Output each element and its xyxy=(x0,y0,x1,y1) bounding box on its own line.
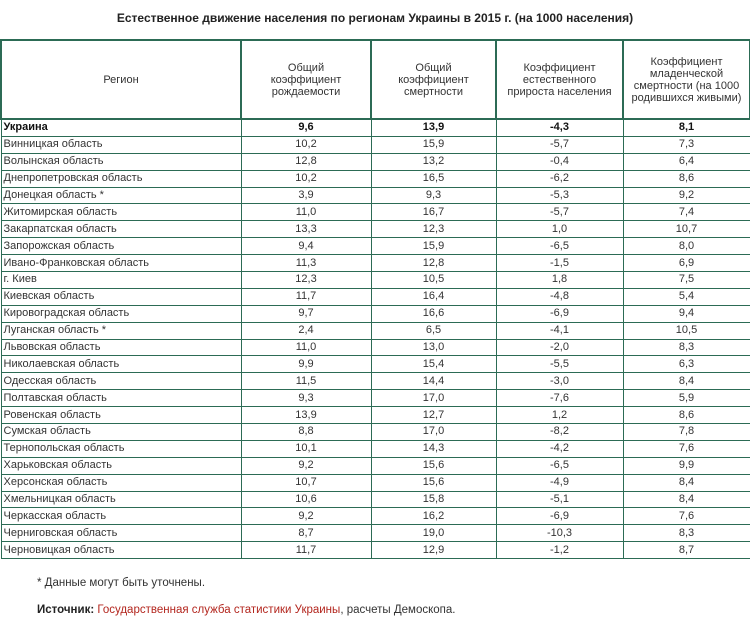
cell-death-rate: 17,0 xyxy=(371,390,496,407)
cell-natural-growth: -1,2 xyxy=(496,542,623,559)
cell-birth-rate: 8,8 xyxy=(241,424,371,441)
cell-natural-growth: -6,9 xyxy=(496,305,623,322)
cell-death-rate: 9,3 xyxy=(371,187,496,204)
cell-death-rate: 15,8 xyxy=(371,491,496,508)
cell-region: Полтавская область xyxy=(1,390,241,407)
source-label: Источник: xyxy=(37,604,95,616)
cell-birth-rate: 12,3 xyxy=(241,272,371,289)
cell-natural-growth: -8,2 xyxy=(496,424,623,441)
cell-region: Луганская область * xyxy=(1,322,241,339)
cell-infant-mortality: 7,6 xyxy=(623,440,750,457)
table-row xyxy=(1,440,750,457)
cell-natural-growth: -1,5 xyxy=(496,255,623,272)
header-row xyxy=(1,40,750,119)
cell-death-rate: 14,4 xyxy=(371,373,496,390)
cell-death-rate: 13,9 xyxy=(371,119,496,136)
cell-death-rate: 10,5 xyxy=(371,272,496,289)
cell-region: Черновицкая область xyxy=(1,542,241,559)
cell-birth-rate: 11,7 xyxy=(241,288,371,305)
cell-death-rate: 12,3 xyxy=(371,221,496,238)
cell-death-rate: 16,5 xyxy=(371,170,496,187)
cell-region: Сумская область xyxy=(1,424,241,441)
cell-infant-mortality: 5,4 xyxy=(623,288,750,305)
statistics-table xyxy=(0,39,750,559)
table-row xyxy=(1,322,750,339)
cell-region: Львовская область xyxy=(1,339,241,356)
cell-birth-rate: 10,1 xyxy=(241,440,371,457)
cell-natural-growth: -4,3 xyxy=(496,119,623,136)
cell-infant-mortality: 7,5 xyxy=(623,272,750,289)
column-header-natural-growth: Коэффициент естественного прироста населения xyxy=(496,40,623,119)
table-row xyxy=(1,238,750,255)
cell-death-rate: 15,4 xyxy=(371,356,496,373)
table-row xyxy=(1,288,750,305)
cell-birth-rate: 9,7 xyxy=(241,305,371,322)
cell-natural-growth: -5,5 xyxy=(496,356,623,373)
cell-death-rate: 14,3 xyxy=(371,440,496,457)
cell-birth-rate: 12,8 xyxy=(241,153,371,170)
cell-death-rate: 15,9 xyxy=(371,238,496,255)
cell-region: Винницкая область xyxy=(1,136,241,153)
table-row xyxy=(1,390,750,407)
cell-death-rate: 15,6 xyxy=(371,457,496,474)
cell-death-rate: 15,6 xyxy=(371,474,496,491)
cell-region: Харьковская область xyxy=(1,457,241,474)
cell-region: г. Киев xyxy=(1,272,241,289)
cell-region: Днепропетровская область xyxy=(1,170,241,187)
cell-birth-rate: 10,2 xyxy=(241,136,371,153)
cell-infant-mortality: 7,6 xyxy=(623,508,750,525)
cell-region: Житомирская область xyxy=(1,204,241,221)
cell-infant-mortality: 9,2 xyxy=(623,187,750,204)
cell-death-rate: 16,2 xyxy=(371,508,496,525)
cell-region: Ивано-Франковская область xyxy=(1,255,241,272)
cell-birth-rate: 9,3 xyxy=(241,390,371,407)
cell-birth-rate: 2,4 xyxy=(241,322,371,339)
table-row xyxy=(1,424,750,441)
table-body xyxy=(1,119,750,559)
cell-birth-rate: 11,7 xyxy=(241,542,371,559)
table-title: Естественное движение населения по регионам Украины в 2015 г. (на 1000 населения) xyxy=(116,11,634,25)
cell-region: Черниговская область xyxy=(1,525,241,542)
cell-infant-mortality: 7,4 xyxy=(623,204,750,221)
cell-natural-growth: -4,9 xyxy=(496,474,623,491)
cell-infant-mortality: 8,7 xyxy=(623,542,750,559)
cell-natural-growth: -3,0 xyxy=(496,373,623,390)
cell-birth-rate: 9,2 xyxy=(241,508,371,525)
cell-natural-growth: -6,2 xyxy=(496,170,623,187)
cell-birth-rate: 11,0 xyxy=(241,339,371,356)
cell-birth-rate: 11,0 xyxy=(241,204,371,221)
cell-region: Украина xyxy=(1,119,241,136)
cell-region: Закарпатская область xyxy=(1,221,241,238)
cell-region: Херсонская область xyxy=(1,474,241,491)
cell-birth-rate: 11,3 xyxy=(241,255,371,272)
cell-infant-mortality: 8,1 xyxy=(623,119,750,136)
table-row xyxy=(1,305,750,322)
cell-birth-rate: 9,2 xyxy=(241,457,371,474)
cell-infant-mortality: 8,4 xyxy=(623,373,750,390)
cell-death-rate: 19,0 xyxy=(371,525,496,542)
cell-natural-growth: -5,7 xyxy=(496,204,623,221)
footnote: * Данные могут быть уточнены. xyxy=(37,577,206,589)
cell-infant-mortality: 8,3 xyxy=(623,525,750,542)
table-row xyxy=(1,491,750,508)
cell-natural-growth: 1,2 xyxy=(496,407,623,424)
cell-region: Киевская область xyxy=(1,288,241,305)
cell-death-rate: 12,8 xyxy=(371,255,496,272)
cell-death-rate: 16,6 xyxy=(371,305,496,322)
cell-infant-mortality: 6,3 xyxy=(623,356,750,373)
cell-natural-growth: -5,1 xyxy=(496,491,623,508)
cell-natural-growth: -4,1 xyxy=(496,322,623,339)
cell-infant-mortality: 10,7 xyxy=(623,221,750,238)
cell-infant-mortality: 8,4 xyxy=(623,474,750,491)
table-row xyxy=(1,272,750,289)
cell-natural-growth: -5,3 xyxy=(496,187,623,204)
cell-natural-growth: 1,0 xyxy=(496,221,623,238)
cell-infant-mortality: 5,9 xyxy=(623,390,750,407)
cell-region: Ровенская область xyxy=(1,407,241,424)
cell-death-rate: 16,7 xyxy=(371,204,496,221)
cell-infant-mortality: 8,6 xyxy=(623,407,750,424)
table-row xyxy=(1,170,750,187)
cell-birth-rate: 13,9 xyxy=(241,407,371,424)
cell-natural-growth: -2,0 xyxy=(496,339,623,356)
cell-birth-rate: 3,9 xyxy=(241,187,371,204)
cell-natural-growth: -4,2 xyxy=(496,440,623,457)
column-header-death-rate: Общий коэффициент смертности xyxy=(371,40,496,119)
cell-infant-mortality: 8,4 xyxy=(623,491,750,508)
cell-infant-mortality: 8,0 xyxy=(623,238,750,255)
table-row xyxy=(1,356,750,373)
cell-birth-rate: 9,4 xyxy=(241,238,371,255)
cell-natural-growth: -4,8 xyxy=(496,288,623,305)
cell-death-rate: 6,5 xyxy=(371,322,496,339)
cell-birth-rate: 10,6 xyxy=(241,491,371,508)
table-row xyxy=(1,204,750,221)
table-row xyxy=(1,136,750,153)
source-line xyxy=(37,604,455,616)
cell-natural-growth: -5,7 xyxy=(496,136,623,153)
table-row xyxy=(1,525,750,542)
cell-birth-rate: 9,9 xyxy=(241,356,371,373)
cell-birth-rate: 8,7 xyxy=(241,525,371,542)
cell-region: Одесская область xyxy=(1,373,241,390)
table-row xyxy=(1,187,750,204)
cell-birth-rate: 9,6 xyxy=(241,119,371,136)
table-row xyxy=(1,339,750,356)
cell-region: Донецкая область * xyxy=(1,187,241,204)
cell-infant-mortality: 9,9 xyxy=(623,457,750,474)
table-row xyxy=(1,221,750,238)
cell-birth-rate: 11,5 xyxy=(241,373,371,390)
cell-birth-rate: 10,7 xyxy=(241,474,371,491)
cell-region: Хмельницкая область xyxy=(1,491,241,508)
cell-region: Николаевская область xyxy=(1,356,241,373)
cell-region: Черкасская область xyxy=(1,508,241,525)
table-row xyxy=(1,153,750,170)
column-header-birth-rate: Общий коэффициент рождаемости xyxy=(241,40,371,119)
cell-death-rate: 15,9 xyxy=(371,136,496,153)
cell-infant-mortality: 9,4 xyxy=(623,305,750,322)
table-row xyxy=(1,457,750,474)
cell-natural-growth: -10,3 xyxy=(496,525,623,542)
cell-infant-mortality: 8,3 xyxy=(623,339,750,356)
cell-natural-growth: -6,5 xyxy=(496,457,623,474)
cell-infant-mortality: 6,4 xyxy=(623,153,750,170)
cell-region: Тернопольская область xyxy=(1,440,241,457)
table-row xyxy=(1,542,750,559)
cell-infant-mortality: 7,8 xyxy=(623,424,750,441)
cell-natural-growth: -6,9 xyxy=(496,508,623,525)
cell-region: Кировоградская область xyxy=(1,305,241,322)
cell-natural-growth: 1,8 xyxy=(496,272,623,289)
table-row xyxy=(1,407,750,424)
table-row xyxy=(1,255,750,272)
cell-natural-growth: -0,4 xyxy=(496,153,623,170)
cell-birth-rate: 10,2 xyxy=(241,170,371,187)
cell-birth-rate: 13,3 xyxy=(241,221,371,238)
cell-death-rate: 16,4 xyxy=(371,288,496,305)
source-suffix: , расчеты Демоскопа. xyxy=(340,604,456,616)
cell-infant-mortality: 8,6 xyxy=(623,170,750,187)
column-header-region: Регион xyxy=(1,40,241,119)
column-header-infant-mortality: Коэффициент младенческой смертности (на 1000 родившихся живыми) xyxy=(623,40,750,119)
cell-region: Волынская область xyxy=(1,153,241,170)
table-row xyxy=(1,373,750,390)
cell-region: Запорожская область xyxy=(1,238,241,255)
cell-death-rate: 13,2 xyxy=(371,153,496,170)
table-row xyxy=(1,508,750,525)
table-row xyxy=(1,474,750,491)
table-row xyxy=(1,119,750,136)
cell-death-rate: 12,7 xyxy=(371,407,496,424)
cell-infant-mortality: 10,5 xyxy=(623,322,750,339)
cell-natural-growth: -6,5 xyxy=(496,238,623,255)
cell-infant-mortality: 7,3 xyxy=(623,136,750,153)
cell-death-rate: 13,0 xyxy=(371,339,496,356)
cell-natural-growth: -7,6 xyxy=(496,390,623,407)
source-link[interactable]: Государственная служба статистики Украины xyxy=(97,604,341,616)
cell-death-rate: 17,0 xyxy=(371,424,496,441)
cell-infant-mortality: 6,9 xyxy=(623,255,750,272)
cell-death-rate: 12,9 xyxy=(371,542,496,559)
